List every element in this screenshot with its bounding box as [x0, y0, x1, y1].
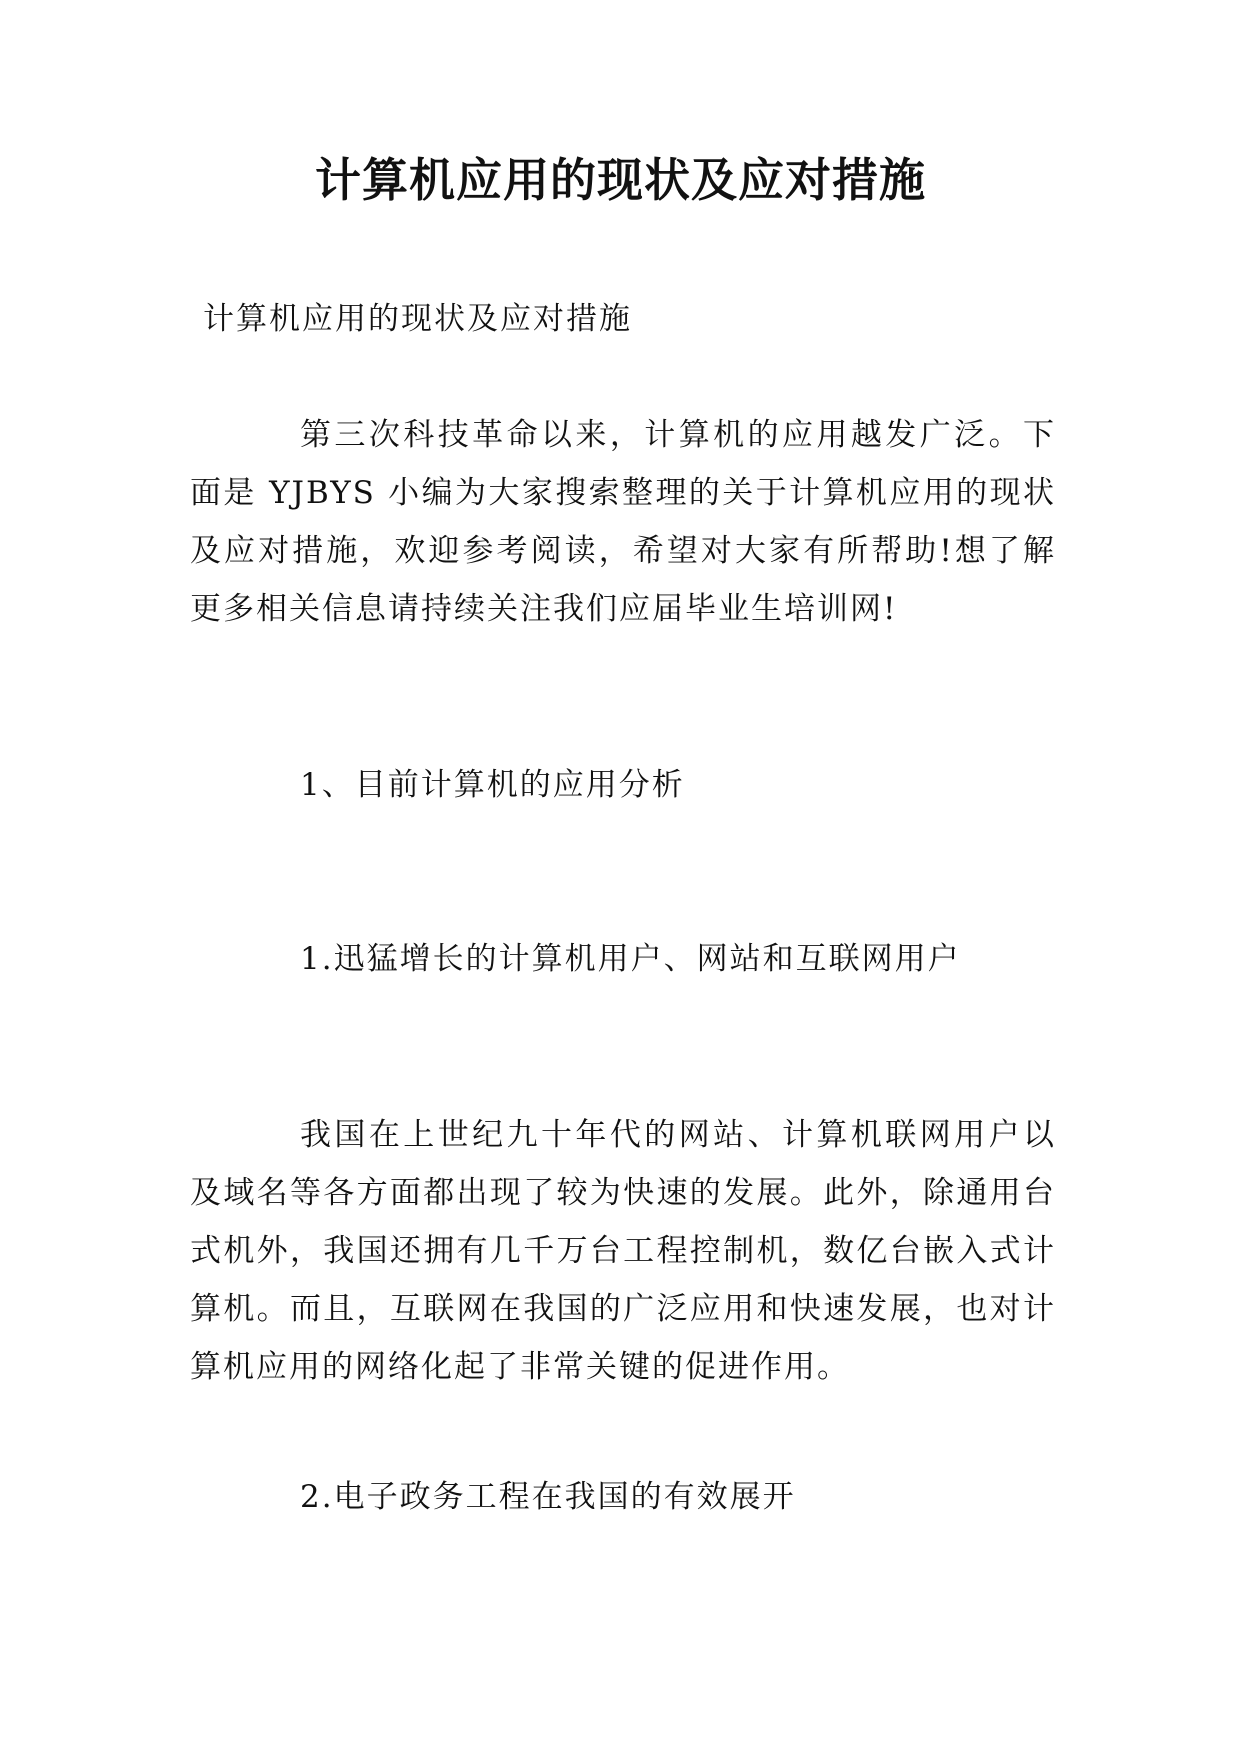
intro-paragraph: 第三次科技革命以来，计算机的应用越发广泛。下面是 YJBYS 小编为大家搜索整理的关于计算机应用的现状及应对措施，欢迎参考阅读，希望对大家有所帮助!想了解更多相关信息请持续关注我们应届毕业生培训网! — [190, 417, 1056, 627]
subsection-heading-1: 1.迅猛增长的计算机用户、网站和互联网用户 — [300, 941, 961, 977]
body-paragraph-1: 我国在上世纪九十年代的网站、计算机联网用户以及域名等各方面都出现了较为快速的发展。此外，除通用台式机外，我国还拥有几千万台工程控制机，数亿台嵌入式计算机。而且，互联网在我国的广泛应用和快速发展，也对计算机应用的网络化起了非常关键的促进作用。 — [190, 1117, 1056, 1385]
section-heading-1: 1、目前计算机的应用分析 — [300, 767, 685, 803]
document-title: 计算机应用的现状及应对措施 — [315, 153, 926, 207]
document-subtitle: 计算机应用的现状及应对措施 — [203, 301, 632, 337]
subsection-heading-2: 2.电子政务工程在我国的有效展开 — [300, 1479, 796, 1515]
